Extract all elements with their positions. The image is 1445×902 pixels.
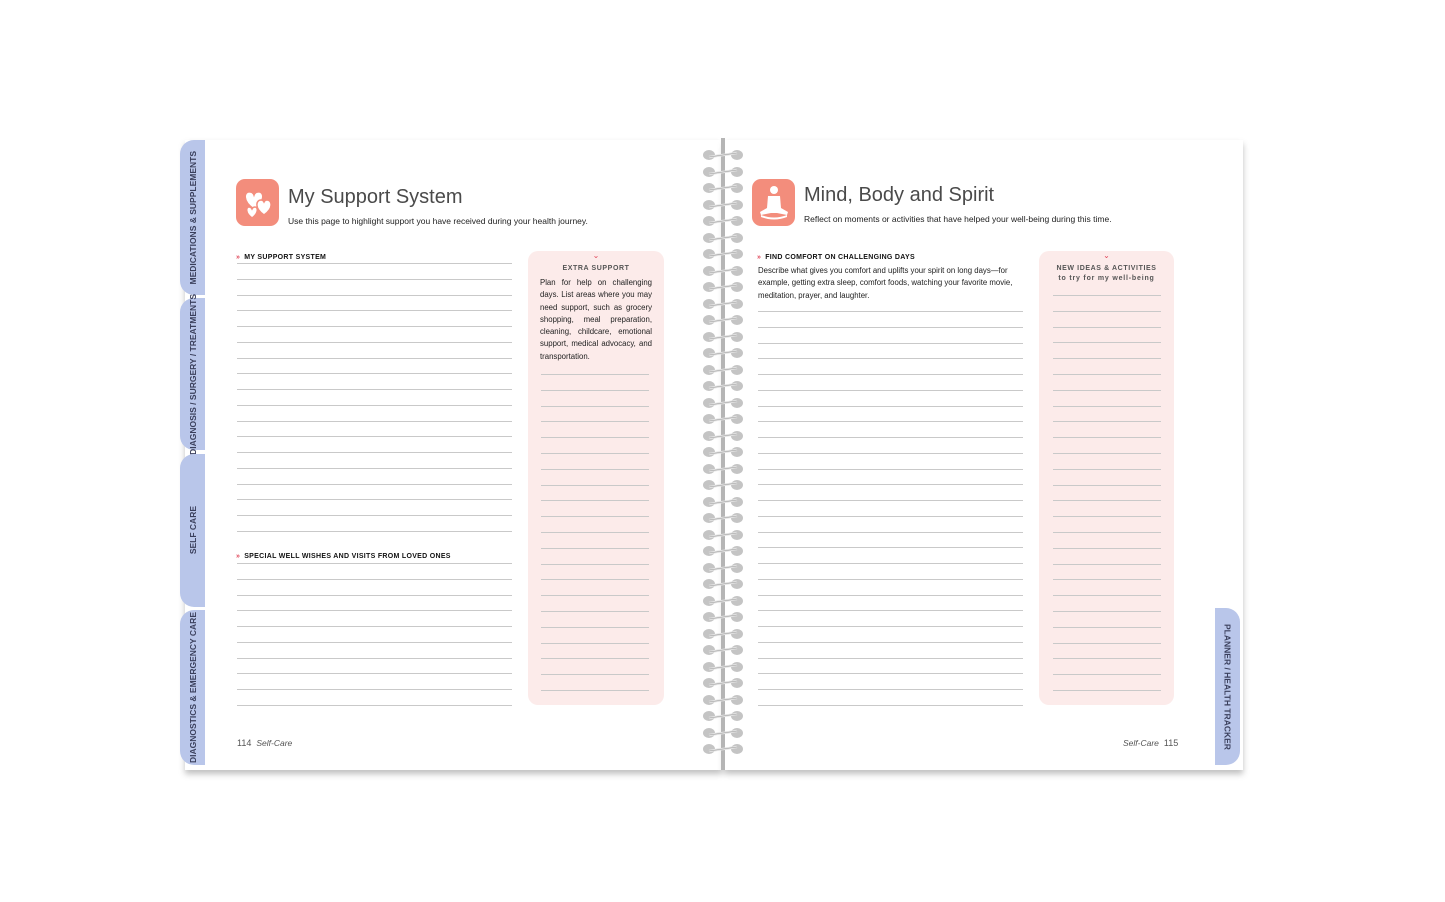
- section-heading: » FIND COMFORT ON CHALLENGING DAYS: [757, 254, 915, 261]
- spiral-coil: [702, 429, 744, 441]
- writing-line[interactable]: [1053, 548, 1161, 549]
- writing-line[interactable]: [541, 658, 649, 659]
- writing-line[interactable]: [237, 326, 512, 327]
- tab-label: DIAGNOSTICS & EMERGENCY CARE: [187, 612, 198, 763]
- page-title: My Support System: [288, 186, 463, 208]
- writing-line[interactable]: [237, 279, 512, 280]
- tab-label: DIAGNOSIS / SURGERY / TREATMENTS: [187, 293, 198, 455]
- section-heading: » MY SUPPORT SYSTEM: [236, 254, 327, 261]
- writing-line[interactable]: [1053, 406, 1161, 407]
- writing-line[interactable]: [541, 548, 649, 549]
- writing-line[interactable]: [237, 689, 512, 690]
- writing-line[interactable]: [237, 484, 512, 485]
- spiral-coil: [702, 445, 744, 457]
- writing-line[interactable]: [541, 516, 649, 517]
- writing-line[interactable]: [237, 563, 512, 564]
- box-title: NEW IDEAS & ACTIVITIES: [1056, 265, 1157, 272]
- spiral-coil: [702, 643, 744, 655]
- writing-line[interactable]: [237, 421, 512, 422]
- writing-line[interactable]: [541, 595, 649, 596]
- writing-line[interactable]: [758, 673, 1023, 674]
- spiral-coil: [702, 280, 744, 292]
- tab-diagnosis[interactable]: [180, 293, 205, 455]
- new-ideas-box: [1039, 251, 1174, 705]
- spiral-coil: [702, 346, 744, 358]
- writing-line[interactable]: [1053, 485, 1161, 486]
- box-text: Plan for help on challenging days. List areas where you may need support, such as grocery shopping, meal preparation, cleaning, childcare, emotional support, medical advocacy, and transportation.: [540, 278, 652, 361]
- writing-line[interactable]: [1053, 421, 1161, 422]
- writing-line[interactable]: [758, 626, 1023, 627]
- spiral-coil: [702, 313, 744, 325]
- spiral-coil: [702, 577, 744, 589]
- writing-line[interactable]: [237, 452, 512, 453]
- tab-label: SELF CARE: [187, 506, 198, 555]
- writing-line[interactable]: [1053, 374, 1161, 375]
- writing-line[interactable]: [541, 579, 649, 580]
- writing-line[interactable]: [1053, 500, 1161, 501]
- writing-line[interactable]: [541, 485, 649, 486]
- extra-support-box: [528, 251, 664, 705]
- hearts-icon: [236, 179, 279, 226]
- spiral-coil: [702, 709, 744, 721]
- spiral-coil: [702, 594, 744, 606]
- writing-line[interactable]: [758, 343, 1023, 344]
- writing-line[interactable]: [758, 484, 1023, 485]
- spiral-coil: [702, 462, 744, 474]
- writing-line[interactable]: [237, 405, 512, 406]
- writing-line[interactable]: [1053, 311, 1161, 312]
- writing-line[interactable]: [541, 469, 649, 470]
- page-title: Mind, Body and Spirit: [804, 184, 995, 206]
- writing-line[interactable]: [758, 563, 1023, 564]
- writing-line[interactable]: [758, 658, 1023, 659]
- writing-line[interactable]: [237, 705, 512, 706]
- writing-line[interactable]: [237, 389, 512, 390]
- writing-line[interactable]: [237, 468, 512, 469]
- writing-line[interactable]: [541, 374, 649, 375]
- chevron-down-icon: ⌄: [1103, 251, 1110, 260]
- writing-line[interactable]: [541, 643, 649, 644]
- writing-line[interactable]: [541, 627, 649, 628]
- tab-label: MEDICATIONS & SUPPLEMENTS: [187, 150, 198, 285]
- spiral-coil: [702, 561, 744, 573]
- writing-line[interactable]: [758, 642, 1023, 643]
- writing-line[interactable]: [758, 516, 1023, 517]
- writing-line[interactable]: [237, 342, 512, 343]
- writing-line[interactable]: [1053, 611, 1161, 612]
- spiral-coil: [702, 181, 744, 193]
- tab-self-care[interactable]: [180, 454, 205, 607]
- writing-line[interactable]: [758, 327, 1023, 328]
- chevron-down-icon: ⌄: [592, 251, 600, 260]
- page-footer: 114 Self-Care: [237, 738, 293, 748]
- writing-line[interactable]: [758, 469, 1023, 470]
- writing-line[interactable]: [237, 626, 512, 627]
- writing-line[interactable]: [237, 595, 512, 596]
- spiral-coil: [702, 511, 744, 523]
- tab-planner[interactable]: [1215, 608, 1240, 765]
- writing-line[interactable]: [1053, 295, 1161, 296]
- box-title: EXTRA SUPPORT: [562, 265, 630, 272]
- writing-line[interactable]: [237, 531, 512, 532]
- tab-diagnostics[interactable]: [180, 610, 205, 765]
- writing-line[interactable]: [1053, 690, 1161, 691]
- spiral-coil: [702, 247, 744, 259]
- writing-line[interactable]: [1053, 564, 1161, 565]
- writing-line[interactable]: [541, 690, 649, 691]
- writing-line[interactable]: [541, 532, 649, 533]
- writing-line[interactable]: [758, 390, 1023, 391]
- writing-line[interactable]: [1053, 658, 1161, 659]
- writing-line[interactable]: [758, 595, 1023, 596]
- spiral-coil: [702, 379, 744, 391]
- writing-line[interactable]: [758, 374, 1023, 375]
- writing-line[interactable]: [237, 373, 512, 374]
- writing-line[interactable]: [1053, 627, 1161, 628]
- tab-label: PLANNER / HEALTH TRACKER: [1222, 623, 1233, 750]
- writing-line[interactable]: [1053, 579, 1161, 580]
- page-subtitle: Use this page to highlight support you have received during your health journey.: [288, 216, 588, 226]
- writing-line[interactable]: [758, 421, 1023, 422]
- writing-line[interactable]: [1053, 674, 1161, 675]
- spiral-coil: [702, 396, 744, 408]
- writing-line[interactable]: [1053, 390, 1161, 391]
- spiral-binding: [700, 138, 746, 770]
- writing-line[interactable]: [541, 564, 649, 565]
- writing-line[interactable]: [1053, 342, 1161, 343]
- writing-line[interactable]: [237, 310, 512, 311]
- spiral-coil: [702, 198, 744, 210]
- writing-line[interactable]: [1053, 469, 1161, 470]
- box-subtitle: to try for my well-being: [1058, 275, 1155, 282]
- tab-medications[interactable]: [180, 140, 205, 295]
- writing-line[interactable]: [237, 658, 512, 659]
- writing-line[interactable]: [758, 532, 1023, 533]
- spiral-coil: [702, 478, 744, 490]
- writing-line[interactable]: [237, 499, 512, 500]
- spiral-coil: [702, 610, 744, 622]
- writing-line[interactable]: [1053, 516, 1161, 517]
- writing-line[interactable]: [237, 642, 512, 643]
- spiral-coil: [702, 264, 744, 276]
- spiral-coil: [702, 627, 744, 639]
- writing-line[interactable]: [237, 263, 512, 264]
- writing-line[interactable]: [541, 674, 649, 675]
- spiral-coil: [702, 297, 744, 309]
- spiral-coil: [702, 726, 744, 738]
- spiral-coil: [702, 412, 744, 424]
- writing-line[interactable]: [758, 437, 1023, 438]
- writing-line[interactable]: [541, 421, 649, 422]
- writing-line[interactable]: [1053, 532, 1161, 533]
- spiral-coil: [702, 660, 744, 672]
- writing-line[interactable]: [541, 437, 649, 438]
- writing-line[interactable]: [1053, 595, 1161, 596]
- spiral-coil: [702, 231, 744, 243]
- writing-line[interactable]: [541, 611, 649, 612]
- page-footer: Self-Care 115: [1123, 738, 1179, 748]
- writing-line[interactable]: [237, 436, 512, 437]
- writing-line[interactable]: [758, 689, 1023, 690]
- writing-line[interactable]: [237, 673, 512, 674]
- writing-line[interactable]: [1053, 358, 1161, 359]
- meditation-icon: [752, 179, 795, 226]
- spiral-coil: [702, 363, 744, 375]
- writing-line[interactable]: [237, 610, 512, 611]
- section-text: Describe what gives you comfort and uplifts your spirit on long days—for example, getting extra sleep, comfort foods, watching your favorite movie, meditation, prayer, and laughter.: [758, 266, 1013, 300]
- page-subtitle: Reflect on moments or activities that have helped your well-being during this time.: [804, 214, 1112, 224]
- spiral-coil: [702, 693, 744, 705]
- spiral-coil: [702, 165, 744, 177]
- spiral-coil: [702, 330, 744, 342]
- spiral-coil: [702, 676, 744, 688]
- section-heading: » SPECIAL WELL WISHES AND VISITS FROM LOVED ONES: [236, 553, 451, 560]
- writing-line[interactable]: [1053, 643, 1161, 644]
- spiral-coil: [702, 528, 744, 540]
- writing-line[interactable]: [541, 500, 649, 501]
- writing-line[interactable]: [237, 358, 512, 359]
- spiral-coil: [702, 148, 744, 160]
- writing-line[interactable]: [541, 453, 649, 454]
- writing-line[interactable]: [1053, 327, 1161, 328]
- writing-line[interactable]: [758, 311, 1023, 312]
- writing-line[interactable]: [758, 705, 1023, 706]
- writing-line[interactable]: [1053, 437, 1161, 438]
- writing-line[interactable]: [758, 610, 1023, 611]
- writing-line[interactable]: [758, 547, 1023, 548]
- writing-line[interactable]: [237, 295, 512, 296]
- writing-line[interactable]: [541, 406, 649, 407]
- spiral-coil: [702, 214, 744, 226]
- writing-line[interactable]: [758, 406, 1023, 407]
- writing-line[interactable]: [758, 500, 1023, 501]
- spiral-coil: [702, 544, 744, 556]
- writing-line[interactable]: [541, 390, 649, 391]
- writing-line[interactable]: [758, 579, 1023, 580]
- writing-line[interactable]: [758, 453, 1023, 454]
- writing-line[interactable]: [758, 358, 1023, 359]
- writing-line[interactable]: [237, 515, 512, 516]
- writing-line[interactable]: [1053, 453, 1161, 454]
- spiral-coil: [702, 495, 744, 507]
- writing-line[interactable]: [237, 579, 512, 580]
- spiral-coil: [702, 742, 744, 754]
